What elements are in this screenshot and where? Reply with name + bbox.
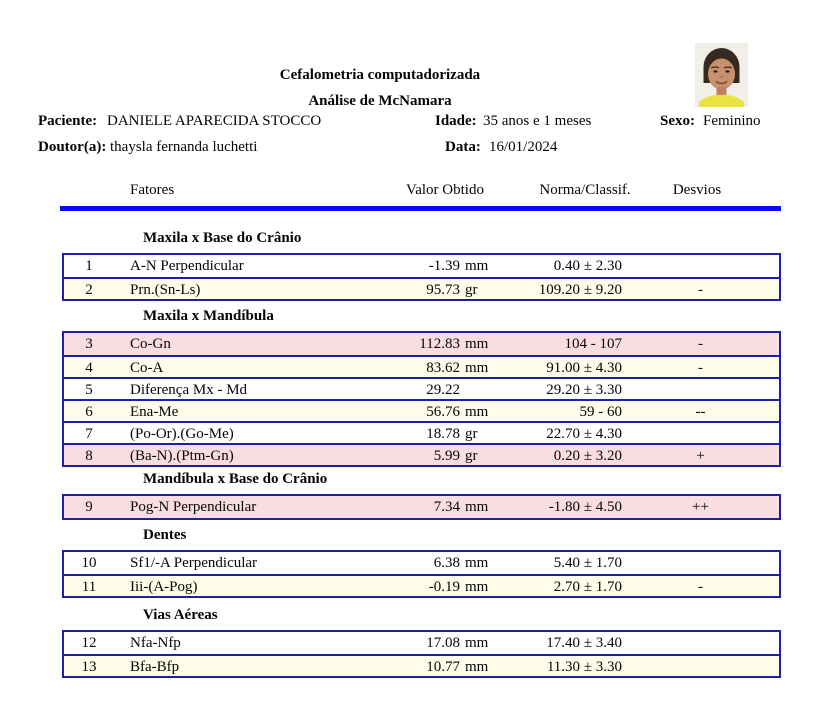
- patient-photo: [695, 43, 748, 107]
- table-sections: [62, 211, 781, 678]
- table-row: [64, 377, 779, 399]
- table-row: [64, 255, 779, 277]
- column-header-norma-classif: Norma/Classif.: [539, 182, 631, 198]
- section-rows-box: [62, 253, 781, 301]
- measured-value: -1.39: [428, 258, 460, 274]
- value-unit: mm: [465, 499, 489, 515]
- measured-value: 112.83: [419, 336, 460, 352]
- deviation-value: -: [698, 336, 703, 352]
- deviation-value: [622, 656, 779, 676]
- section-rows-box: [62, 331, 781, 467]
- section-title: Maxila x Mandíbula: [143, 308, 274, 324]
- report-titles: [0, 62, 760, 114]
- value-unit: mm: [465, 404, 489, 420]
- value-unit: mm: [465, 336, 489, 352]
- factor-name: A-N Perpendicular: [130, 258, 244, 274]
- row-number: 13: [81, 659, 97, 675]
- row-number: 11: [81, 579, 97, 595]
- measured-value: 95.73: [426, 282, 460, 298]
- norm-value: 59 - 60: [579, 404, 622, 420]
- factor-name: (Ba-N).(Ptm-Gn): [130, 448, 234, 464]
- deviation-value: -: [698, 360, 703, 376]
- table-row: [64, 496, 779, 518]
- measured-value: 5.99: [433, 448, 460, 464]
- deviation-value: -: [698, 282, 703, 298]
- factor-name: Co-Gn: [130, 336, 171, 352]
- norm-value: 5.40 ± 1.70: [553, 555, 622, 571]
- table-row: [64, 399, 779, 421]
- row-number: 6: [85, 404, 93, 420]
- age-label: Idade:: [435, 113, 477, 129]
- row-number: 12: [81, 635, 97, 651]
- norm-value: 109.20 ± 9.20: [538, 282, 622, 298]
- norm-value: 0.20 ± 3.20: [553, 448, 622, 464]
- value-unit: gr: [465, 282, 478, 298]
- table-section: [62, 527, 781, 598]
- report-title: Cefalometria computadorizada: [279, 67, 481, 83]
- value-unit: [460, 379, 496, 399]
- value-unit: gr: [465, 448, 478, 464]
- table-section: [62, 607, 781, 678]
- factor-name: Pog-N Perpendicular: [130, 499, 257, 515]
- section-rows-box: [62, 550, 781, 598]
- patient-label: Paciente:: [38, 113, 98, 129]
- measured-value: 17.08: [426, 635, 460, 651]
- table-section: [62, 471, 781, 520]
- deviation-value: --: [695, 404, 706, 420]
- column-header-desvios: Desvios: [672, 182, 722, 198]
- norm-value: 17.40 ± 3.40: [546, 635, 622, 651]
- norm-value: 11.30 ± 3.30: [546, 659, 622, 675]
- age-value: 35 anos e 1 meses: [483, 113, 592, 129]
- measured-value: 83.62: [426, 360, 460, 376]
- row-number: 10: [81, 555, 97, 571]
- table-row: [64, 552, 779, 574]
- value-unit: mm: [465, 555, 489, 571]
- section-title: Mandíbula x Base do Crânio: [143, 471, 328, 487]
- date-label: Data:: [445, 139, 481, 155]
- table-row: [64, 654, 779, 676]
- row-number: 9: [85, 499, 93, 515]
- norm-value: 22.70 ± 4.30: [546, 426, 622, 442]
- measured-value: 7.34: [433, 499, 460, 515]
- row-number: 5: [85, 382, 93, 398]
- measured-value: 29.22: [426, 382, 460, 398]
- deviation-value: [622, 632, 779, 654]
- table-row: [64, 355, 779, 377]
- row-number: 8: [85, 448, 93, 464]
- norm-value: 29.20 ± 3.30: [546, 382, 622, 398]
- row-number: 1: [85, 258, 93, 274]
- factor-name: Sf1/-A Perpendicular: [130, 555, 258, 571]
- table-section: [62, 308, 781, 467]
- row-number: 3: [85, 336, 93, 352]
- factor-name: Bfa-Bfp: [130, 659, 180, 675]
- report-subtitle: Análise de McNamara: [308, 93, 452, 109]
- value-unit: mm: [465, 579, 489, 595]
- norm-value: 104 - 107: [564, 336, 622, 352]
- column-header-valor-obtido: Valor Obtido: [406, 182, 484, 198]
- measured-value: 56.76: [426, 404, 460, 420]
- doctor-label: Doutor(a):: [38, 139, 107, 155]
- value-unit: mm: [465, 360, 489, 376]
- section-title: Dentes: [143, 527, 187, 543]
- value-unit: gr: [465, 426, 478, 442]
- table-row: [64, 421, 779, 443]
- deviation-value: +: [696, 448, 705, 464]
- deviation-value: [622, 423, 779, 443]
- patient-name: DANIELE APARECIDA STOCCO: [107, 113, 322, 129]
- section-title: Vias Aéreas: [143, 607, 218, 623]
- row-number: 4: [85, 360, 93, 376]
- date-value: 16/01/2024: [489, 139, 558, 155]
- sex-value: Feminino: [703, 113, 761, 129]
- norm-value: 91.00 ± 4.30: [546, 360, 622, 376]
- value-unit: mm: [465, 258, 489, 274]
- factor-name: Nfa-Nfp: [130, 635, 181, 651]
- measured-value: -0.19: [428, 579, 460, 595]
- deviation-value: -: [698, 579, 703, 595]
- row-number: 2: [85, 282, 93, 298]
- section-rows-box: [62, 630, 781, 678]
- table-section: [62, 230, 781, 301]
- factor-name: (Po-Or).(Go-Me): [130, 426, 234, 442]
- deviation-value: [622, 379, 779, 399]
- deviation-value: [622, 552, 779, 574]
- value-unit: mm: [465, 635, 489, 651]
- deviation-value: [622, 255, 779, 277]
- factor-name: Prn.(Sn-Ls): [130, 282, 201, 298]
- factor-name: Diferença Mx - Md: [130, 382, 248, 398]
- section-title: Maxila x Base do Crânio: [143, 230, 302, 246]
- measured-value: 18.78: [426, 426, 460, 442]
- table-row: [64, 443, 779, 465]
- factor-name: Co-A: [130, 360, 164, 376]
- sex-label: Sexo:: [660, 113, 695, 129]
- measured-value: 6.38: [433, 555, 460, 571]
- section-rows-box: [62, 494, 781, 520]
- table-row: [64, 632, 779, 654]
- norm-value: 2.70 ± 1.70: [553, 579, 622, 595]
- table-row: [64, 277, 779, 299]
- factor-name: Ena-Me: [130, 404, 179, 420]
- measured-value: 10.77: [426, 659, 460, 675]
- row-number: 7: [85, 426, 93, 442]
- norm-value: 0.40 ± 2.30: [553, 258, 622, 274]
- table-row: [64, 574, 779, 596]
- doctor-name: thaysla fernanda luchetti: [110, 139, 258, 155]
- factor-name: Iii-(A-Pog): [130, 579, 198, 595]
- table-row: [64, 333, 779, 355]
- value-unit: mm: [465, 659, 489, 675]
- column-header-fatores: Fatores: [130, 182, 175, 198]
- deviation-value: ++: [692, 499, 709, 515]
- norm-value: -1.80 ± 4.50: [548, 499, 622, 515]
